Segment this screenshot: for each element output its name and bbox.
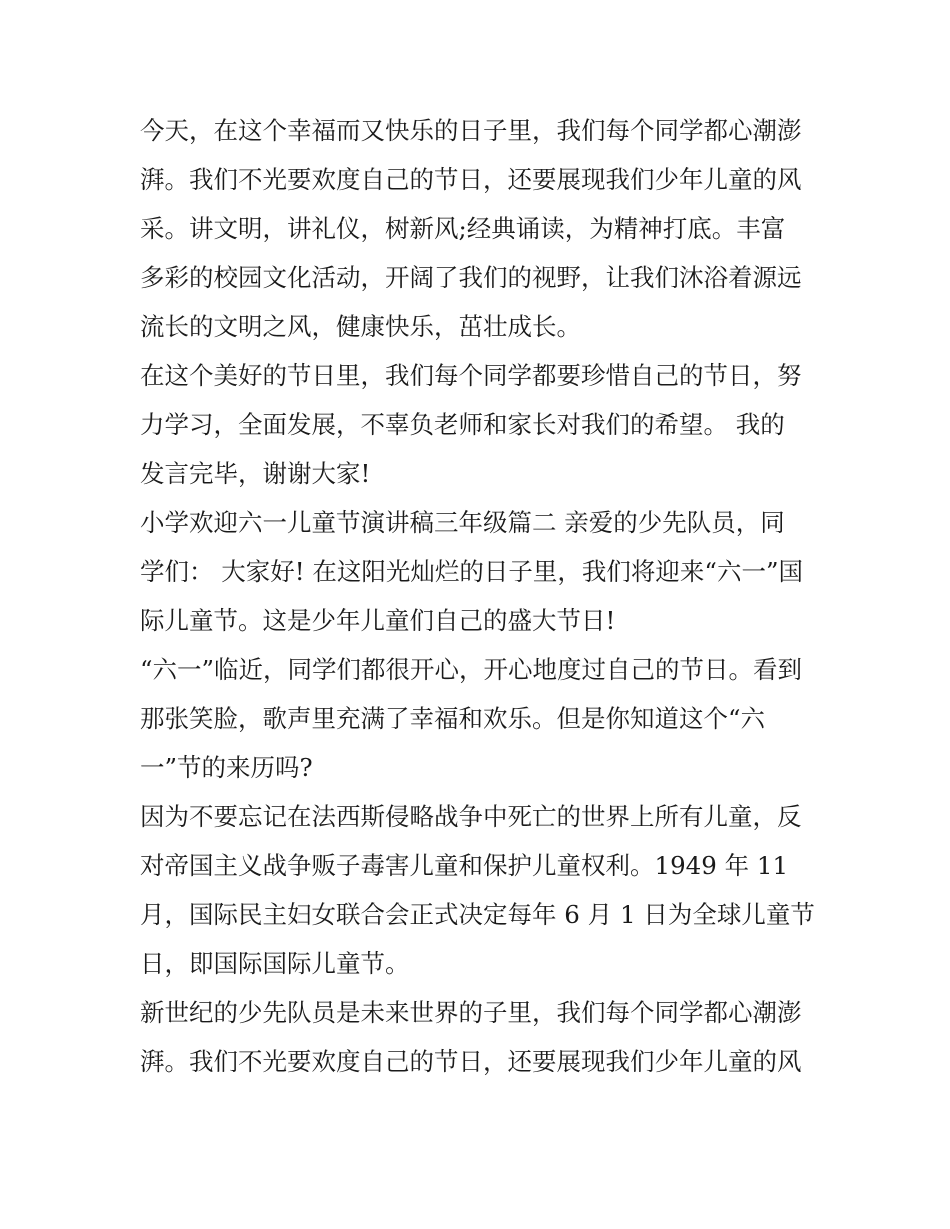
text-line: 际儿童节。这是少年儿童们自己的盛大节日! <box>140 606 616 635</box>
text-line: 对帝国主义战争贩子毒害儿童和保护儿童权利。1949 年 11 <box>140 851 789 880</box>
document-body <box>140 106 820 1086</box>
text-line: “六一”临近，同学们都很开心，开心地度过自己的节日。看到 <box>140 655 803 684</box>
text-line: 采。讲文明，讲礼仪，树新风;经典诵读，为精神打底。丰富 <box>140 214 786 243</box>
text-line: 多彩的校园文化活动，开阔了我们的视野，让我们沐浴着源远 <box>140 263 802 292</box>
text-line: 湃。我们不光要欢度自己的节日，还要展现我们少年儿童的风 <box>140 1047 802 1076</box>
text-line: 在这个美好的节日里，我们每个同学都要珍惜自己的节日，努 <box>140 361 802 390</box>
text-line: 发言完毕，谢谢大家! <box>140 459 371 488</box>
text-line: 新世纪的少先队员是未来世界的子里，我们每个同学都心潮澎 <box>140 998 802 1027</box>
text-line: 月，国际民主妇女联合会正式决定每年 6 月 1 日为全球儿童节 <box>140 900 815 929</box>
text-line: 学们： 大家好! 在这阳光灿烂的日子里，我们将迎来“六一”国 <box>140 557 803 586</box>
text-line: 一”节的来历吗? <box>140 753 313 782</box>
text-line: 湃。我们不光要欢度自己的节日，还要展现我们少年儿童的风 <box>140 165 802 194</box>
text-line: 流长的文明之风，健康快乐，茁壮成长。 <box>140 312 581 341</box>
text-line: 那张笑脸，歌声里充满了幸福和欢乐。但是你知道这个“六 <box>140 704 766 733</box>
text-line: 因为不要忘记在法西斯侵略战争中死亡的世界上所有儿童，反 <box>140 802 802 831</box>
text-line: 今天，在这个幸福而又快乐的日子里，我们每个同学都心潮澎 <box>140 116 802 145</box>
text-line: 日，即国际国际儿童节。 <box>140 949 410 978</box>
text-line: 力学习，全面发展，不辜负老师和家长对我们的希望。 我的 <box>140 410 785 439</box>
text-line: 小学欢迎六一儿童节演讲稿三年级篇二 亲爱的少先队员，同 <box>140 508 785 537</box>
